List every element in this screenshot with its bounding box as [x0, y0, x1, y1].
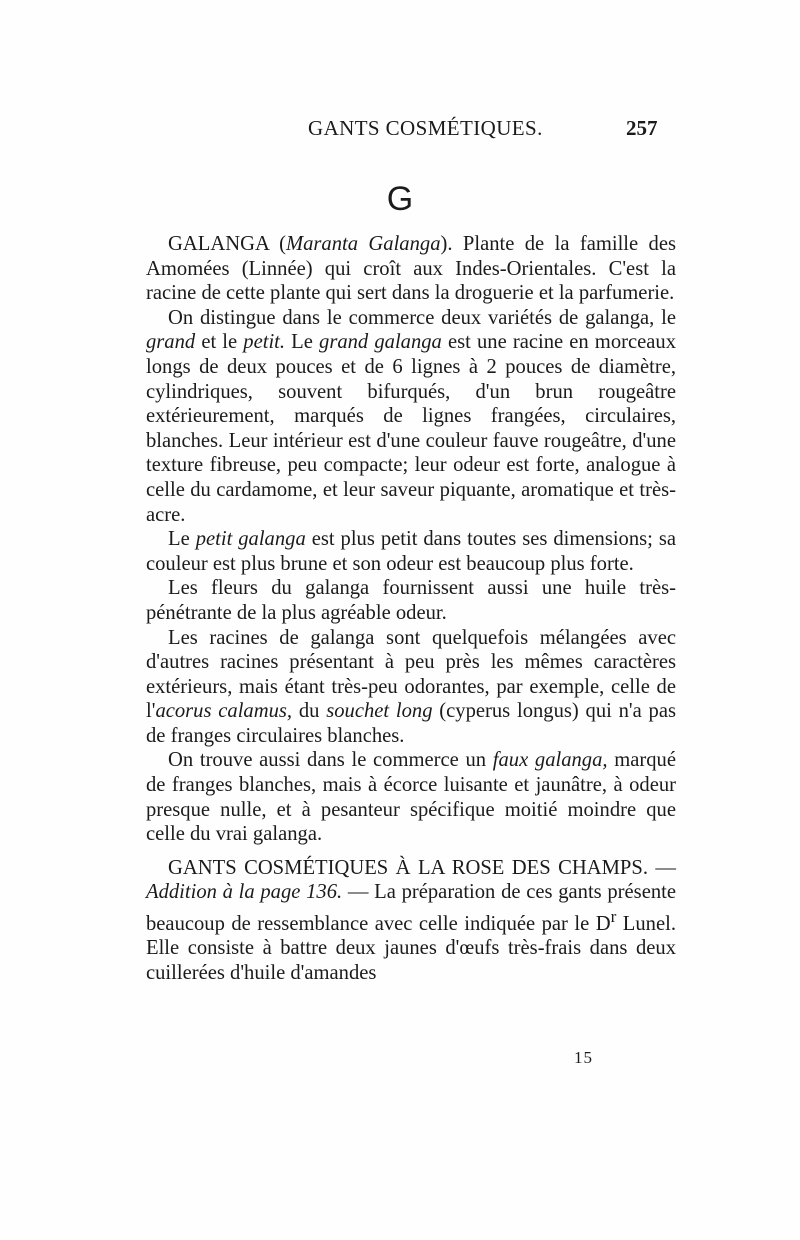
entry-head-galanga: GALANGA (: [168, 233, 286, 255]
text-run: et le: [195, 331, 244, 354]
text-run: On distingue dans le commerce deux variétés de galanga, le: [168, 306, 676, 329]
galanga-paragraph-5: [146, 626, 676, 749]
italic-term: petit.: [243, 331, 286, 354]
superscript: r: [610, 907, 617, 927]
text-run: ). Plante de la famille des Amomées (Linnée) qui croît aux Indes-Orientales. C'est la racine de cette plante qui sert dans la droguerie et la parfumerie.: [146, 233, 677, 305]
italic-term: grand galanga: [319, 331, 442, 354]
text-run: du: [292, 700, 327, 723]
latin-name: Maranta Galanga: [285, 233, 441, 255]
text-run: Les fleurs du galanga fournissent aussi une huile très-pénétrante de la plus agréable odeur.: [146, 577, 676, 624]
text-run: Le: [168, 528, 196, 551]
body-text: [146, 232, 676, 986]
text-run: (cyperus longus) qui n'a pas de franges circulaires blanches.: [146, 700, 676, 747]
text-run: Le: [285, 331, 320, 354]
italic-term: grand: [146, 331, 196, 354]
italic-term: acorus calamus,: [155, 700, 293, 723]
galanga-paragraph-3: [146, 527, 676, 576]
gants-paragraph: [146, 856, 676, 986]
entry-head-gants: GANTS COSMÉTIQUES À LA ROSE DES CHAMPS. —: [168, 856, 676, 879]
text-run: Lunel. Elle consiste à battre deux jaunes d'œufs très-frais dans deux cuillerées d'huile d'amandes: [146, 912, 676, 985]
page-reference: Addition à la page 136.: [146, 881, 343, 904]
text-run: Les racines de galanga sont quelquefois mélangées avec d'autres racines présentant à peu près les mêmes caractères extérieurs, mais étant très-peu odorantes, par exemple, celle de l': [146, 626, 676, 723]
galanga-paragraph-4: [146, 576, 676, 625]
page-number: 257: [626, 116, 658, 140]
galanga-paragraph-2: [146, 306, 676, 527]
text-run: — La préparation de ces gants présente beaucoup de ressemblance avec celle indiquée par le D: [146, 881, 676, 935]
italic-term: souchet long: [326, 700, 433, 723]
text-run: est une racine en morceaux longs de deux pouces et de 6 lignes à 2 pouces de diamètre, cylindriques, souvent bifurqués, d'un brun rougeâtre extérieurement, marqués de lignes frangées, circulaires, blanches. Leur intérieur est d'une couleur fauve rougeâtre, d'une texture fibreuse, peu compacte; leur odeur est forte, analogue à celle du cardamome, et leur saveur piquante, aromatique et très-acre.: [146, 331, 676, 526]
text-run: est plus petit dans toutes ses dimensions; sa couleur est plus brune et son odeur est beaucoup plus forte.: [146, 528, 676, 575]
signature-mark: 15: [574, 1048, 593, 1067]
italic-term: faux galanga,: [492, 749, 608, 772]
galanga-paragraph-6: [146, 748, 676, 846]
section-letter: G: [386, 180, 414, 218]
running-title: GANTS COSMÉTIQUES.: [308, 116, 543, 140]
italic-term: petit galanga: [195, 528, 306, 551]
text-run: On trouve aussi dans le commerce un: [168, 749, 493, 772]
running-head: [0, 116, 800, 146]
galanga-paragraph-1: [146, 232, 676, 306]
text-run: marqué de franges blanches, mais à écorce luisante et jaunâtre, à odeur presque nulle, et à pesanteur spécifique moitié moindre que celle du vrai galanga.: [146, 749, 676, 846]
